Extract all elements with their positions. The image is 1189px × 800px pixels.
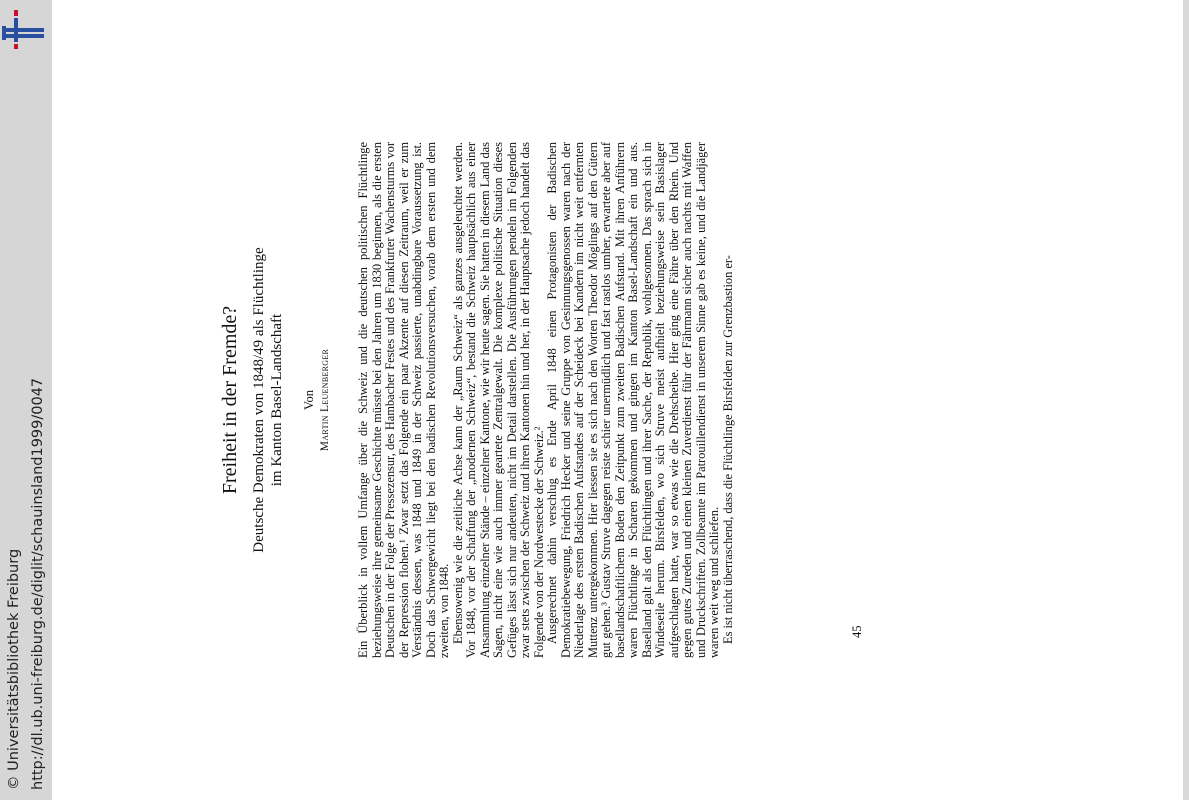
byline-prefix: Von [302,390,316,410]
paragraph-4: Es ist nicht überraschend, dass die Flüchtlinge Birsfelden zur Grenzbastion er- [720,255,735,644]
viewer-footer [0,0,52,800]
author-name: Martin Leuenberger [319,348,331,452]
article-subtitle-line-1: Deutsche Demokraten von 1848/49 als Flüchtlinge [251,247,267,553]
viewer-sidebar [0,0,52,800]
article-subtitle-line-2: im Kanton Basel-Landschaft [269,313,285,487]
copyright-notice: © Universitätsbibliothek Freiburg [6,548,22,790]
article-title: Freiheit in der Fremde? [219,305,241,495]
source-url[interactable]: http://dl.ub.uni-freiburg.de/diglit/schauinsland1999/0047 [30,377,46,790]
paragraph-2: Ebensowenig wie die zeitliche Achse kann der „Raum Schweiz“ als ganzes ausgeleuchtet werden. Vor 1848, vor der Schaffung der „modernen Schweiz“, bestand die Schweiz hauptsächlich aus einer Ansammlung einzelner Stände – einzelner Kantone, wie wir heute sagen. Sie hatten in diesem Land das Sagen, nicht eine wie auch immer geartete Zentralgewalt. Die komplexe politische Situation dieses Gefüges lässt sich nur andeuten, nicht im Detail darstellen. Die Ausführungen pendeln im Folgenden zwar stets zwischen der Schweiz und ihren Kantonen hin und her, in der Hauptsache jedoch handelt das Folgende von der Nordwestecke der Schweiz.² [450,142,546,658]
page-edge [1183,0,1189,800]
scanned-page [52,0,1183,800]
page-number: 45 [850,625,864,638]
article-body [357,142,735,658]
rotated-page-content [52,0,1183,800]
paragraph-1: Ein Überblick in vollem Umfange über die Schweiz und die deutschen politischen Flüchtlinge beziehungsweise ihre gemeinsame Geschichte müsste bei den Jahren um 1830 beginnen, als die ersten Deutschen in der Folge der Pressezensur, des Hambacher Festes und des Frankfurter Wachensturms vor der Repression flohen.¹ Zwar setzt das Folgende ein paar Akzente auf diesen Zeitraum, weil er zum Verständnis dessen, was 1848 und 1849 in der Schweiz passierte, unabdingbare Voraussetzung ist. Doch das Schwergewicht liegt bei den badischen Revolutionsversuchen, vorab dem ersten und dem zweiten, von 1848. [356,142,451,658]
paragraph-3: Ausgerechnet dahin verschlug es Ende April 1848 einen Protagonisten der Badischen Demokratiebewegung, Friedrich Hecker und seine Gruppe von Gesinnungsgenossen waren nach der Niederlage des ersten Badischen Aufstandes auf der Scheideck bei Kandern im nicht weit entfernten Muttenz untergekommen. Hier liessen sie es sich nach den Worten Theodor Möglings auf den Gütern gut gehen.³ Gustav Struve dagegen reiste schier unermüdlich und fast rastlos umher, erwartete aber auf basellandschaftlichem Boden den Zeitpunkt zum zweiten Badischen Aufstand. Mit ihren Anführern waren Flüchtlinge in Scharen gekommen und gingen im Kanton Basel-Landschaft ein und aus. Baselland galt als den Flüchtlingen und ihrer Sache, der Republik, wohlgesonnen. Das sprach sich in Windeseile herum. Birsfelden, wo sich Struve meist aufhielt beziehungsweise sein Basislager aufgeschlagen hatte, war so etwas wie die Drehscheibe. Hier ging eine Fähre über den Rhein. Und gegen gutes Zureden und einen kleinen Zuverdienst führ der Fährmann sicher auch nachts mit Waffen und Druckschriften. Zollbeamte im Patrouillendienst in unserem Sinne gab es keine, und die Landjäger waren weit weg und schliefen. [545,142,721,658]
